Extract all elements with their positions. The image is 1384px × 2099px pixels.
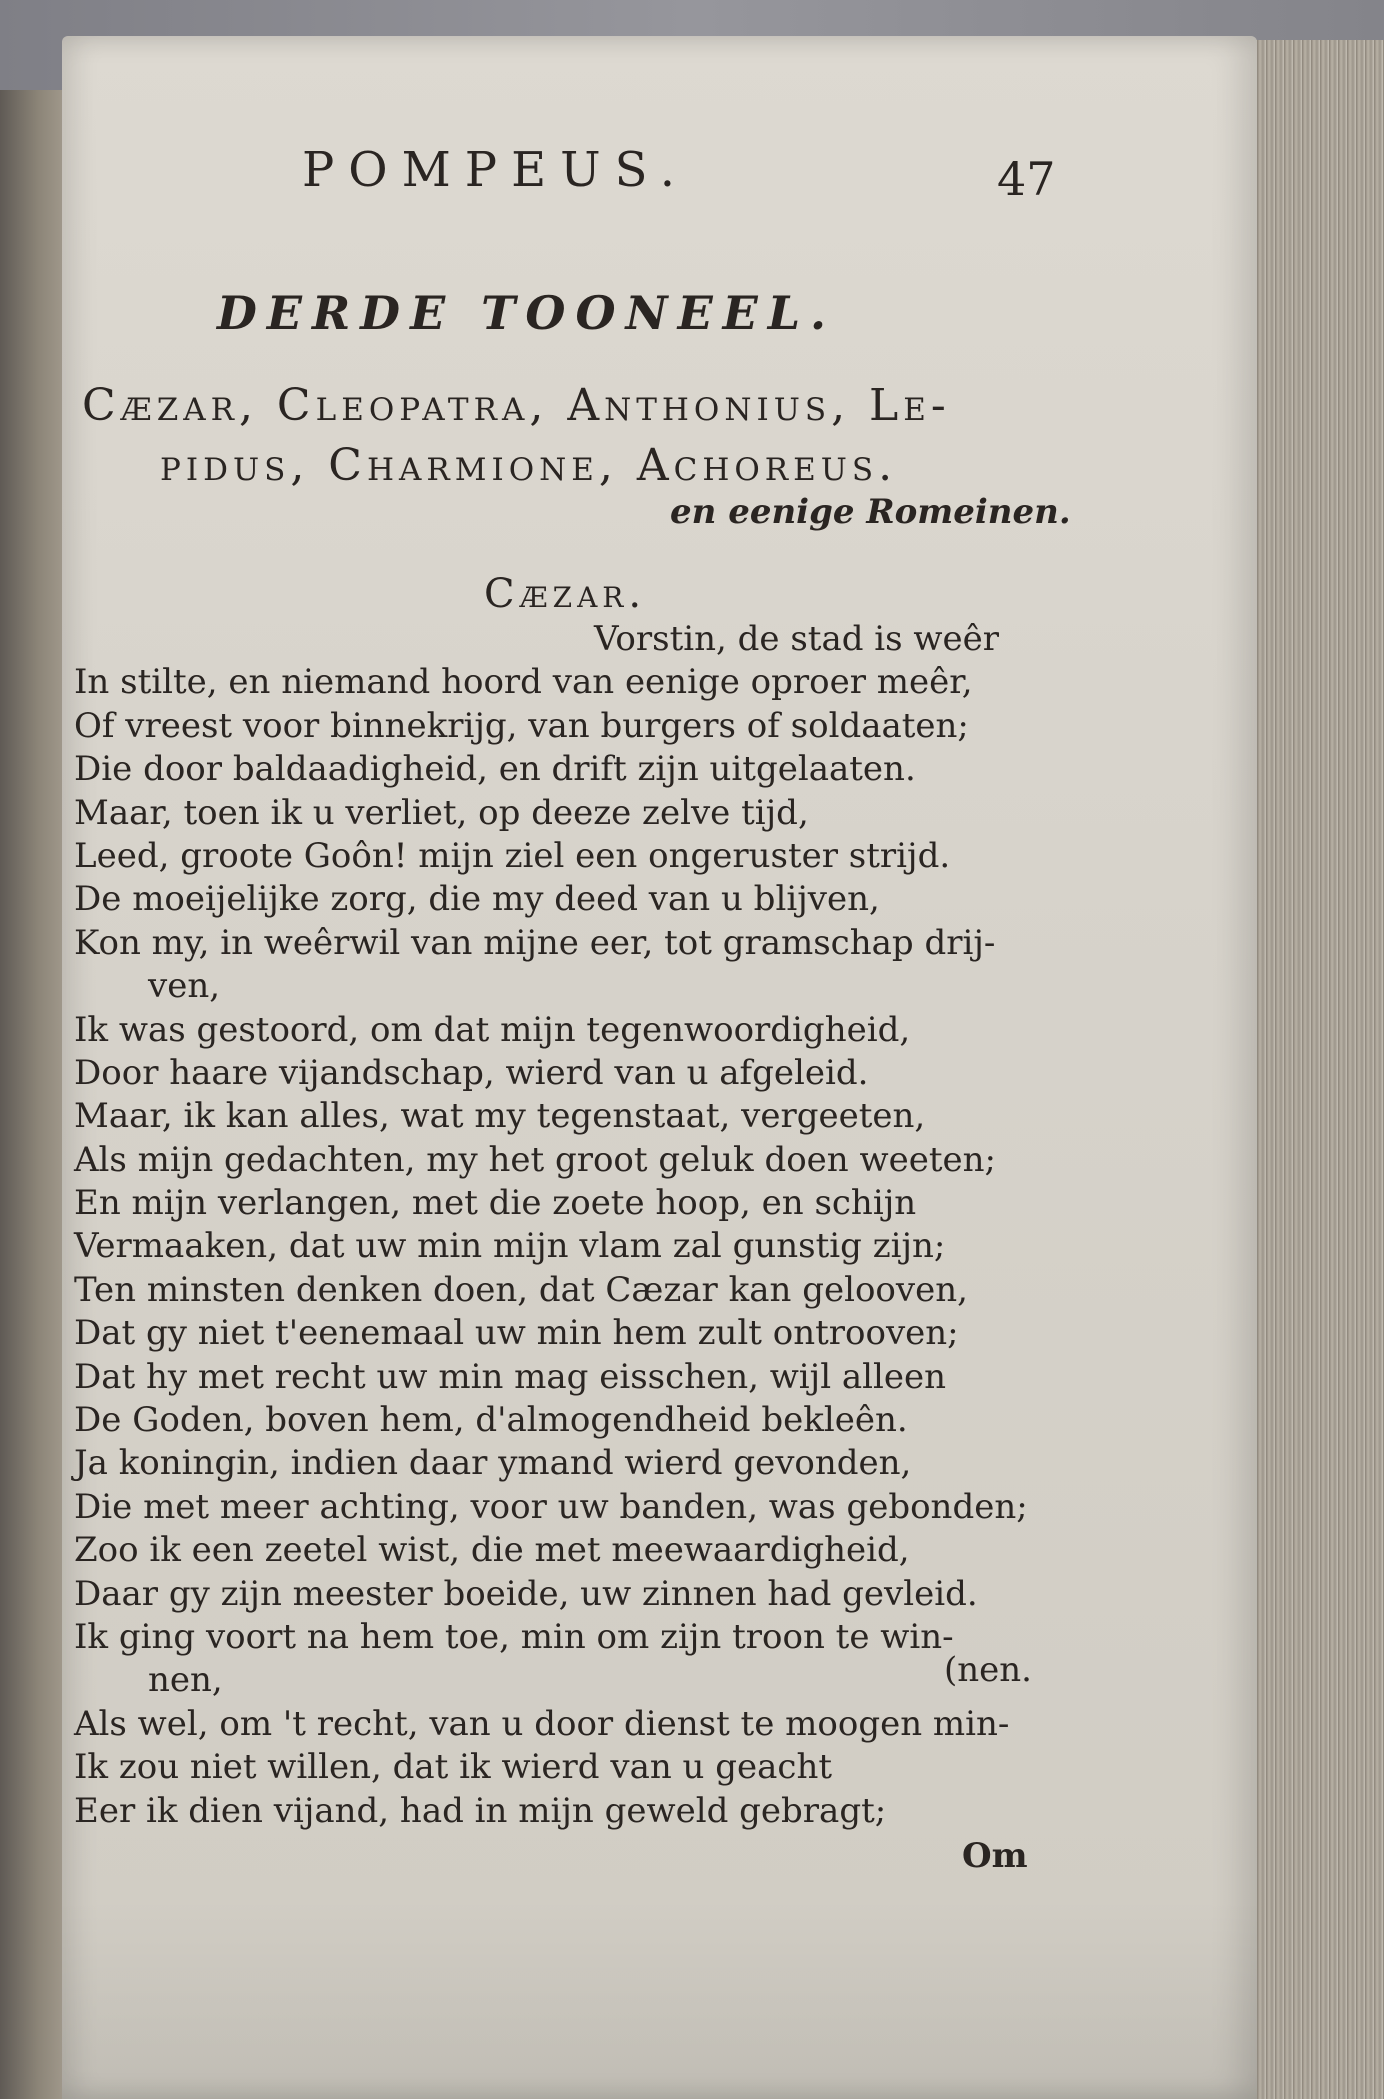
cast-line-1: Cæzar, Cleopatra, Anthonius, Le- [82,380,951,431]
page-block-edges [1248,40,1384,2099]
verse-line: Als mijn gedachten, my het groot geluk doen weeten; [74,1139,996,1180]
book-page [62,36,1257,2099]
verse-line: Die door baldaadigheid, en drift zijn uitgelaaten. [74,749,916,790]
verse-line: Die met meer achting, voor uw banden, was gebonden; [74,1486,1028,1527]
turnover-right: (nen. [944,1650,1032,1691]
catchword: Om [962,1836,1028,1876]
verse-line: Vermaaken, dat uw min mijn vlam zal gunstig zijn; [74,1226,946,1267]
verse-line: Als wel, om 't recht, van u door dienst te moogen min- [74,1703,1010,1744]
verse-line: Eer ik dien vijand, had in mijn geweld gebragt; [74,1790,887,1831]
verse-line: Dat hy met recht uw min mag eisschen, wijl alleen [74,1356,947,1397]
verse-line: Kon my, in weêrwil van mijne eer, tot gramschap drij- [74,922,996,963]
verse-line: De Goden, boven hem, d'almogendheid bekleên. [74,1400,908,1441]
page-shadow [62,1899,1257,2099]
scene-title: DERDE TOONEEL. [217,286,837,340]
verse-line: Ik ging voort na hem toe, min om zijn troon te win- [74,1616,954,1657]
facing-page-edge [0,90,70,2099]
verse-block [74,618,1084,1833]
verse-line: Ja koningin, indien daar ymand wierd gevonden, [74,1443,912,1484]
verse-line-continuation [74,1650,1084,1702]
turnover-left: nen, [148,1660,223,1701]
verse-line: Leed, groote Goôn! mijn ziel een ongeruster strijd. [74,835,951,876]
verse-line: Ik zou niet willen, dat ik wierd van u geacht [74,1747,833,1788]
verse-line: Door haare vijandschap, wierd van u afgeleid. [74,1052,869,1093]
verse-line: Of vreest voor binnekrijg, van burgers of soldaaten; [74,705,969,746]
verse-line: Ten minsten denken doen, dat Cæzar kan gelooven, [74,1269,968,1310]
running-head: POMPEUS. [302,142,690,198]
speaker-name: Cæzar. [484,571,647,617]
verse-line-continuation: ven, [148,966,221,1007]
verse-line: Daar gy zijn meester boeide, uw zinnen had gevleid. [74,1573,978,1614]
verse-line: En mijn verlangen, met die zoete hoop, en schijn [74,1183,917,1224]
cast-extra: en eenige Romeinen. [670,492,1071,532]
page-number: 47 [997,152,1056,206]
verse-line: Ik was gestoord, om dat mijn tegenwoordigheid, [74,1009,911,1050]
cast-line-2: pidus, Charmione, Achoreus. [160,440,898,491]
verse-line: De moeijelijke zorg, die my deed van u blijven, [74,879,880,920]
verse-line: Dat gy niet t'eenemaal uw min hem zult ontrooven; [74,1313,959,1354]
verse-line: Maar, toen ik u verliet, op deeze zelve tijd, [74,792,809,833]
cast-list [82,376,951,496]
verse-line: Vorstin, de stad is weêr [594,619,1000,659]
verse-line: In stilte, en niemand hoord van eenige oproer meêr, [74,662,973,703]
verse-line: Zoo ik een zeetel wist, die met meewaardigheid, [74,1530,910,1571]
verse-line: Maar, ik kan alles, wat my tegenstaat, vergeeten, [74,1096,926,1137]
